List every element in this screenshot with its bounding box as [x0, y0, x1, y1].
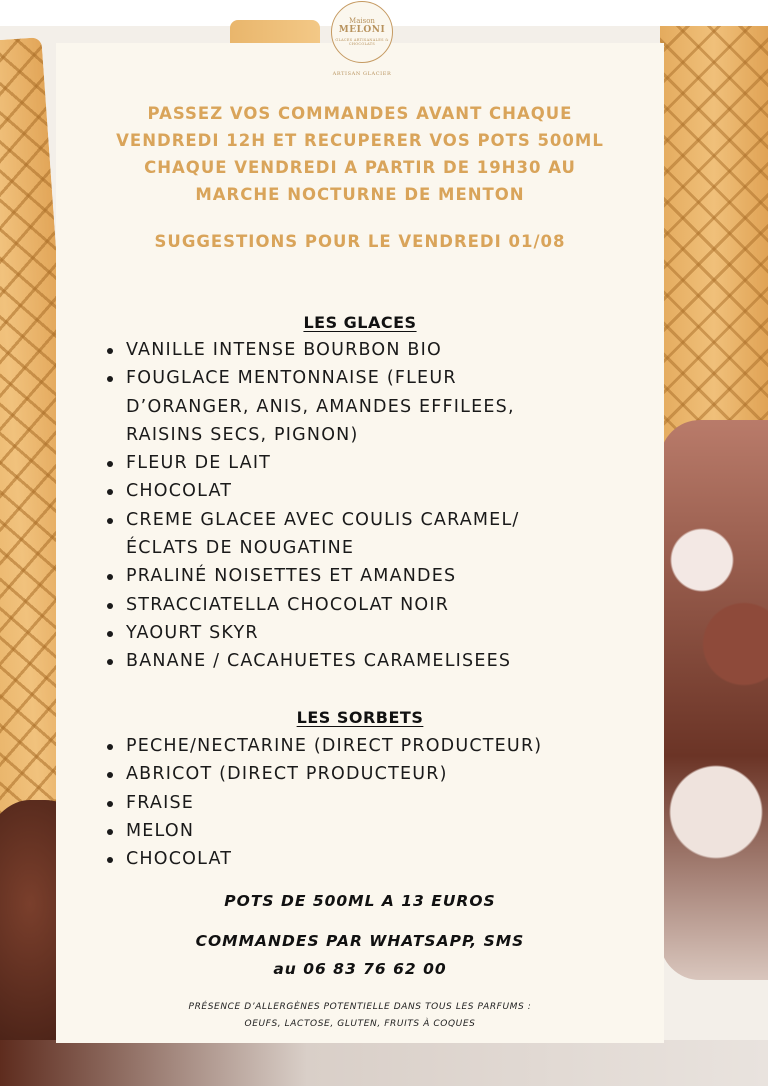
- list-item: CHOCOLAT: [106, 845, 542, 873]
- logo-maison: Maison: [349, 17, 375, 25]
- allergen-notice: [56, 999, 664, 1033]
- ice-cream-scoop-right: [660, 420, 768, 980]
- list-item: BANANE / CACAHUETES CARAMELISEES: [106, 647, 520, 675]
- list-item: FOUGLACE MENTONNAISE (FLEUR D’ORANGER, ANIS, AMANDES EFFILEES, RAISINS SECS, PIGNON): [106, 364, 520, 449]
- sorbets-list: [106, 732, 542, 873]
- list-item: CREME GLACEE AVEC COULIS CARAMEL/ ÉCLATS DE NOUGATINE: [106, 506, 520, 563]
- background-bottom: [0, 1040, 768, 1086]
- sorbets-title: LES SORBETS: [296, 708, 424, 727]
- suggestion-date: SUGGESTIONS POUR LE VENDREDI 01/08: [154, 232, 566, 251]
- phone-number: au 06 83 76 62 00: [273, 960, 447, 978]
- waffle-cone-right: [660, 26, 768, 446]
- list-item: STRACCIATELLA CHOCOLAT NOIR: [106, 591, 520, 619]
- glaces-title: LES GLACES: [303, 313, 417, 332]
- list-item: VANILLE INTENSE BOURBON BIO: [106, 336, 520, 364]
- logo-subtitle: ARTISAN GLACIER: [332, 71, 392, 77]
- list-item: MELON: [106, 817, 542, 845]
- price-info: POTS DE 500ML A 13 EUROS: [224, 892, 496, 910]
- allergen-line: PRÉSENCE D’ALLERGÈNES POTENTIELLE DANS TOUS LES PARFUMS :: [188, 1002, 532, 1012]
- order-instructions: [56, 100, 664, 208]
- headline-line: PASSEZ VOS COMMANDES AVANT CHAQUE: [147, 104, 573, 123]
- allergen-line: OEUFS, LACTOSE, GLUTEN, FRUITS À COQUES: [244, 1019, 476, 1029]
- list-item: PECHE/NECTARINE (DIRECT PRODUCTEUR): [106, 732, 542, 760]
- logo-name: MELONI: [338, 25, 386, 35]
- order-channels: COMMANDES PAR WHATSAPP, SMS: [195, 932, 525, 950]
- logo-tagline: GLACES ARTISANALES & CHOCOLATS: [335, 38, 389, 46]
- list-item: CHOCOLAT: [106, 477, 520, 505]
- list-item: FLEUR DE LAIT: [106, 449, 520, 477]
- brand-logo: [331, 1, 393, 63]
- headline-line: MARCHE NOCTURNE DE MENTON: [195, 185, 525, 204]
- headline-line: CHAQUE VENDREDI A PARTIR DE 19H30 AU: [144, 158, 576, 177]
- list-item: FRAISE: [106, 789, 542, 817]
- headline-line: VENDREDI 12H ET RECUPERER VOS POTS 500ML: [116, 131, 604, 150]
- glaces-list: [106, 336, 520, 676]
- list-item: YAOURT SKYR: [106, 619, 520, 647]
- list-item: ABRICOT (DIRECT PRODUCTEUR): [106, 760, 542, 788]
- list-item: PRALINÉ NOISETTES ET AMANDES: [106, 562, 520, 590]
